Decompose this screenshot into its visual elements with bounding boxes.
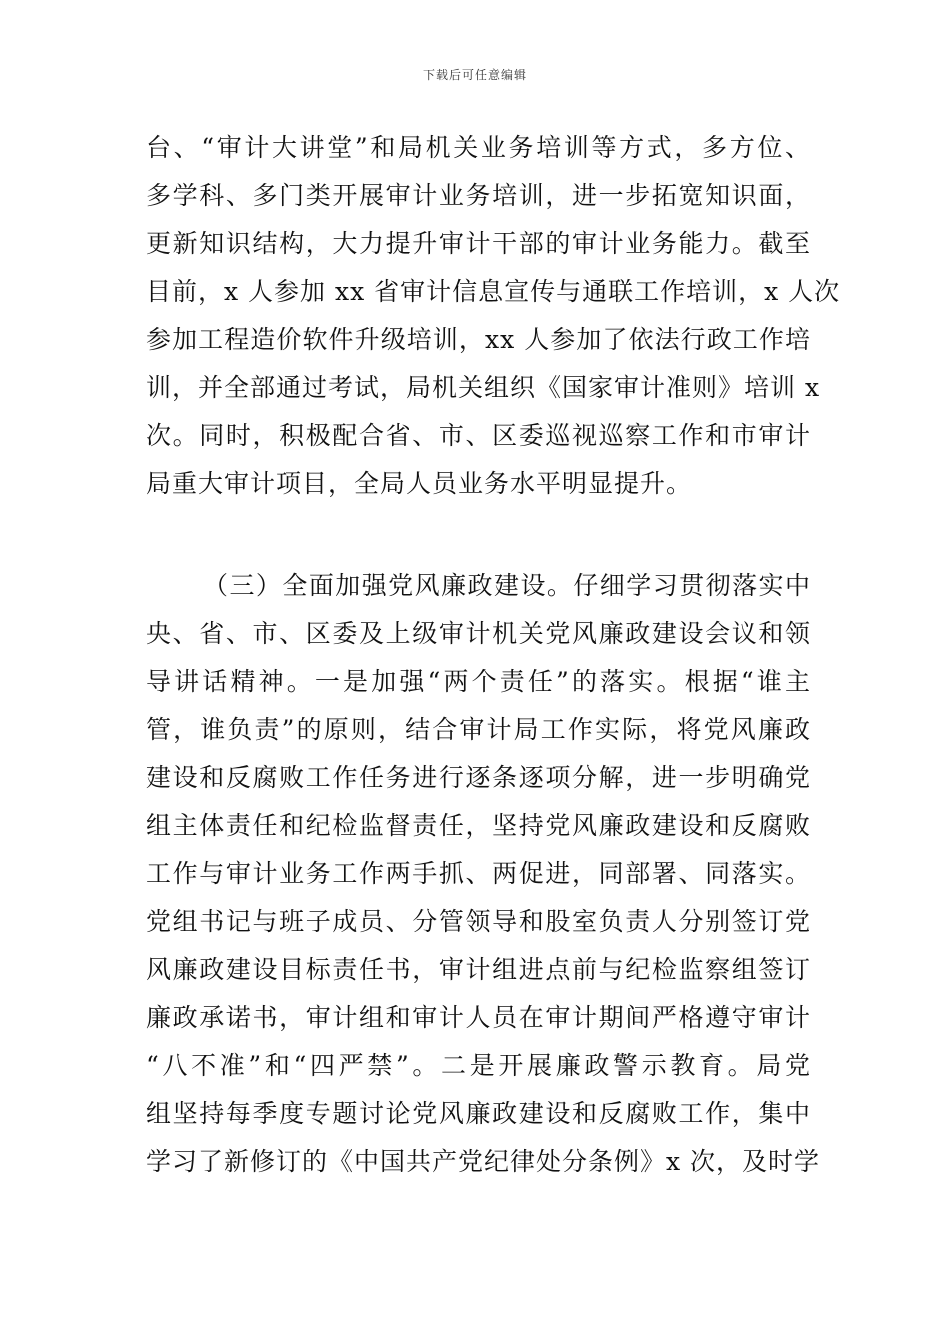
document-body xyxy=(146,124,841,1186)
text-line: 导讲话精神。一是加强“两个责任”的落实。根据“谁主 xyxy=(146,667,811,696)
text-line: 央、省、市、区委及上级审计机关党风廉政建设会议和领 xyxy=(146,619,811,648)
text-line: 组坚持每季度专题讨论党风廉政建设和反腐败工作，集中 xyxy=(146,1099,811,1128)
text-line: 局重大审计项目，全局人员业务水平明显提升。 xyxy=(146,469,693,498)
page-header: 下载后可任意编辑 xyxy=(422,68,527,82)
text-line: 党组书记与班子成员、分管领导和股室负责人分别签订党 xyxy=(146,907,811,936)
text-line: 工作与审计业务工作两手抓、两促进，同部署、同落实。 xyxy=(146,859,811,888)
paragraph-integrity xyxy=(146,562,821,1186)
paragraph-training xyxy=(146,124,841,508)
text-line: 台、“审计大讲堂”和局机关业务培训等方式，多方位、 xyxy=(146,133,811,162)
text-line: 参加工程造价软件升级培训，xx 人参加了依法行政工作培 xyxy=(146,325,811,354)
text-line: 组主体责任和纪检监督责任，坚持党风廉政建设和反腐败 xyxy=(146,811,811,840)
paragraph-spacer xyxy=(146,508,811,562)
text-line: （三）全面加强党风廉政建设。仔细学习贯彻落实中 xyxy=(203,571,811,600)
text-line: 学习了新修订的《中国共产党纪律处分条例》x 次，及时学 xyxy=(146,1147,821,1176)
text-line: 次。同时，积极配合省、市、区委巡视巡察工作和市审计 xyxy=(146,421,811,450)
text-line: 更新知识结构，大力提升审计干部的审计业务能力。截至 xyxy=(146,229,811,258)
text-line: 目前，x 人参加 xx 省审计信息宣传与通联工作培训，x 人次 xyxy=(146,277,841,306)
text-line: 廉政承诺书，审计组和审计人员在审计期间严格遵守审计 xyxy=(146,1003,811,1032)
text-line: 建设和反腐败工作任务进行逐条逐项分解，进一步明确党 xyxy=(146,763,811,792)
text-line: 风廉政建设目标责任书，审计组进点前与纪检监察组签订 xyxy=(146,955,811,984)
text-line: 管，谁负责”的原则，结合审计局工作实际，将党风廉政 xyxy=(146,715,811,744)
text-line: 多学科、多门类开展审计业务培训，进一步拓宽知识面， xyxy=(146,181,811,210)
text-line: “八不准”和“四严禁”。二是开展廉政警示教育。局党 xyxy=(146,1051,811,1080)
text-line: 训，并全部通过考试，局机关组织《国家审计准则》培训 x xyxy=(146,373,821,402)
